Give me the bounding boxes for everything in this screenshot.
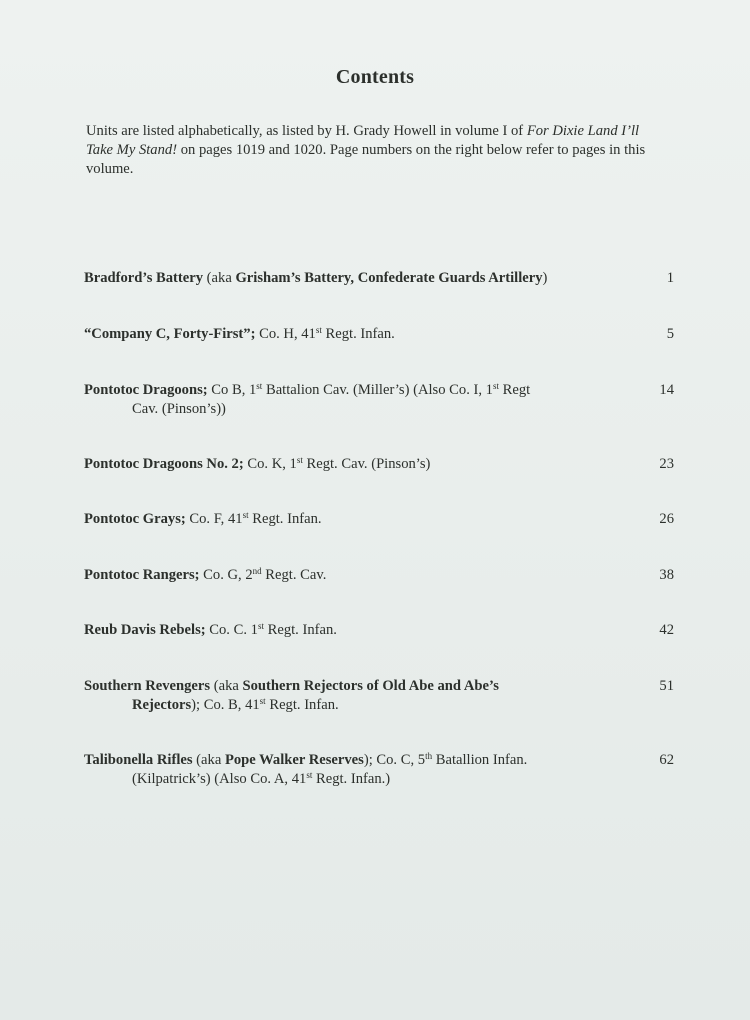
entry-segment: ) [542,270,548,286]
toc-entry [84,566,674,585]
intro-book-title: For Dixie Land I’ll Take My Stand! [86,123,640,158]
ordinal-suffix: st [315,325,322,335]
unit-name: Pontotoc Grays; [84,511,186,527]
unit-name: Bradford’s Battery [84,270,204,286]
entry-segment: ); Co. C, 5 [363,752,426,768]
entry-segment: Co. K, 1 [243,456,297,472]
entry-segment: Regt. Infan. [321,326,395,342]
entry-segment: Co. C. 1 [205,622,258,638]
intro-text-1: Units are listed alphabetically, as listed by H. Grady Howell in volume I of [86,123,527,139]
toc-entry-text [84,381,604,400]
ordinal-suffix: st [259,695,266,706]
page-number: 62 [659,752,674,768]
entry-segment: Regt. Cav. [261,567,327,583]
toc-entry-text [84,269,604,288]
unit-name: Reub Davis Rebels; [84,622,206,638]
unit-alias: Grisham’s Battery, Confederate Guards Artillery [235,270,543,286]
entry-segment: (aka [210,678,243,694]
intro-paragraph [86,122,656,179]
page-number: 26 [659,511,674,527]
ordinal-suffix: st [306,769,313,780]
entry-segment: Co. H, 41 [255,326,316,342]
toc-entry [84,325,674,344]
page-number: 42 [659,622,674,638]
entry-segment: Regt. Cav. (Pinson’s) [302,456,431,472]
ordinal-suffix: st [242,510,249,520]
entry-segment: Battalion Cav. (Miller’s) (Also Co. I, 1 [262,382,493,398]
toc-entry-text [84,566,604,585]
unit-name: “Company C, Forty-First”; [84,326,256,342]
toc-entry [84,269,674,288]
toc-entry [84,510,674,529]
toc-entry-text [84,621,604,640]
page-number: 23 [659,456,674,472]
unit-alias: Pope Walker Reserves [224,752,364,768]
page-title: Contents [335,66,415,88]
toc-entry [84,677,674,714]
unit-name: Southern Revengers [84,678,211,694]
toc-entry [84,751,674,788]
entry-segment: Regt. Infan. [248,511,322,527]
unit-name: Pontotoc Rangers; [84,567,200,583]
entry-segment: Co. G, 2 [199,567,253,583]
entry-segment: Regt. Infan. [265,696,339,713]
toc-entry-continuation [84,770,674,789]
toc-entry-text [84,455,604,474]
entry-segment: (Kilpatrick’s) (Also Co. A, 41 [132,770,307,787]
intro-text-2: on pages 1019 and 1020. Page numbers on the right below refer to pages in this volume. [86,142,646,177]
page-number: 14 [659,382,674,398]
unit-alias: Rejectors [132,696,192,713]
entry-segment: Regt. Infan.) [312,770,391,787]
page-number: 38 [659,567,674,583]
entry-segment: Batallion Infan. [432,752,528,768]
ordinal-suffix: nd [252,566,262,576]
ordinal-suffix: st [296,455,303,465]
entry-segment: ); Co. B, 41 [191,696,260,713]
entry-segment: (aka [203,270,236,286]
ordinal-suffix: st [256,381,263,391]
ordinal-suffix: st [257,621,264,631]
toc-entry-continuation: Cav. (Pinson’s)) [132,400,226,417]
entry-segment: Co. F, 41 [185,511,243,527]
toc-entry [84,621,674,640]
unit-name: Talibonella Rifles [84,752,193,768]
entry-segment: Regt [498,382,531,398]
entry-segment: Regt. Infan. [263,622,337,638]
page-number: 51 [659,678,674,694]
entry-segment: (aka [192,752,225,768]
unit-alias: Southern Rejectors of Old Abe and Abe’s [242,678,499,694]
toc-entry-text [84,677,604,696]
toc-entry-text [84,751,604,770]
ordinal-suffix: th [425,751,433,761]
toc-entry-text [84,325,604,344]
unit-name: Pontotoc Dragoons; [84,382,208,398]
toc-entry [84,455,674,474]
ordinal-suffix: st [492,381,499,391]
page-number: 5 [666,326,674,342]
toc-entry-text [84,510,604,529]
toc-entry-continuation [84,696,674,715]
entry-segment: Co B, 1 [207,382,257,398]
page-number: 1 [666,270,674,286]
toc-entry [84,381,674,418]
unit-name: Pontotoc Dragoons No. 2; [84,456,244,472]
